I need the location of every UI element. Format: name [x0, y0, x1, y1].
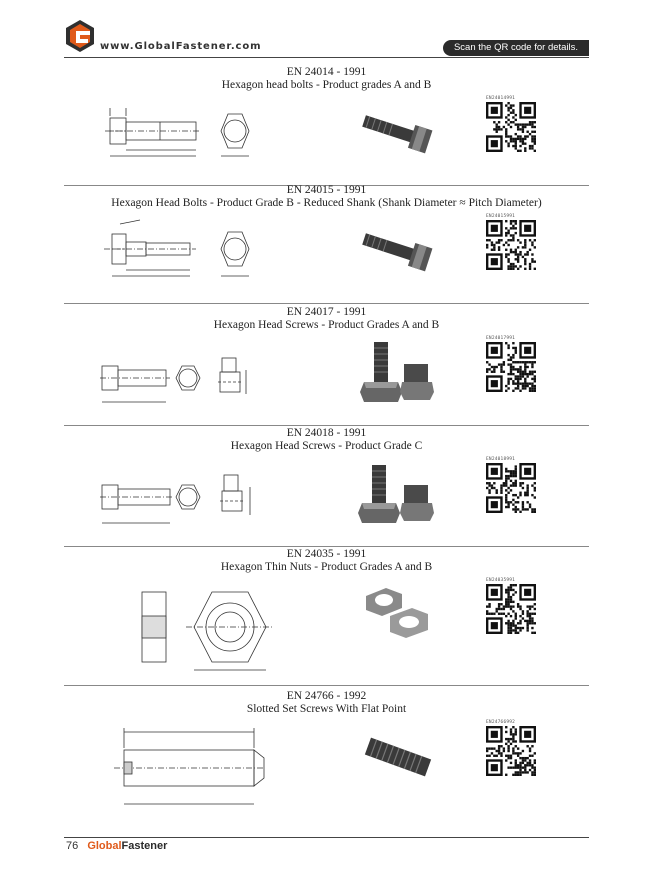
hex-head-screw-photo: [356, 338, 440, 408]
header-rule: [64, 57, 589, 58]
qr-code-icon[interactable]: [486, 342, 536, 392]
technical-drawing: [100, 100, 300, 172]
section-divider: [64, 303, 589, 304]
standard-code: EN 24018 - 1991: [286, 427, 367, 439]
qr-code-label: EN24018991: [486, 457, 516, 462]
qr-code-label: EN24017991: [486, 336, 516, 341]
qr-code-label: EN24014991: [486, 96, 516, 101]
qr-code-icon[interactable]: [486, 726, 536, 776]
qr-code-icon[interactable]: [486, 102, 536, 152]
qr-code-label: EN24035991: [486, 578, 516, 583]
standard-title: Hexagon Head Screws - Product Grade C: [230, 440, 423, 452]
standard-title: Slotted Set Screws With Flat Point: [246, 703, 407, 715]
footer-brand-global: Global: [87, 840, 122, 852]
standard-section: [64, 548, 589, 668]
qr-code-label: EN24015991: [486, 214, 516, 219]
standard-code: EN 24766 - 1992: [286, 690, 367, 702]
section-divider: [64, 425, 589, 426]
standard-section: [64, 306, 589, 426]
standard-section: [64, 690, 589, 820]
standard-code: EN 24017 - 1991: [286, 306, 367, 318]
standard-title: Hexagon Thin Nuts - Product Grades A and B: [220, 561, 433, 573]
standard-title: Hexagon Head Screws - Product Grades A and B: [213, 319, 440, 331]
hex-head-bolt-photo: [356, 98, 440, 168]
hex-thin-nut-photo: [356, 580, 440, 650]
hex-head-bolt-photo: [356, 216, 440, 286]
hex-head-screw-photo: [356, 459, 440, 529]
qr-code-icon[interactable]: [486, 584, 536, 634]
standard-title: Hexagon head bolts - Product grades A and B: [221, 79, 432, 91]
site-url[interactable]: www.GlobalFastener.com: [100, 41, 262, 52]
standard-code: EN 24035 - 1991: [286, 548, 367, 560]
qr-code-label: EN24766992: [486, 720, 516, 725]
slotted-set-screw-photo: [356, 722, 440, 792]
standard-section: [64, 66, 589, 186]
globalfastener-logo-icon: [66, 20, 94, 52]
footer-brand-fastener: Fastener: [121, 840, 168, 852]
technical-drawing: [100, 461, 300, 533]
standard-section: [64, 184, 589, 304]
standard-code: EN 24014 - 1991: [286, 66, 367, 78]
qr-banner: Scan the QR code for details.: [443, 40, 589, 56]
technical-drawing: [100, 722, 300, 822]
page-footer: [66, 840, 167, 852]
technical-drawing: [100, 576, 300, 676]
page-number: 76: [66, 840, 79, 852]
standard-section: [64, 427, 589, 547]
qr-code-icon[interactable]: [486, 220, 536, 270]
section-divider: [64, 685, 589, 686]
qr-code-icon[interactable]: [486, 463, 536, 513]
technical-drawing: [100, 218, 300, 290]
technical-drawing: [100, 340, 300, 412]
standard-code: EN 24015 - 1991: [286, 184, 367, 196]
section-divider: [64, 546, 589, 547]
footer-rule: [64, 837, 589, 838]
standard-title: Hexagon Head Bolts - Product Grade B - Reduced Shank (Shank Diameter ≈ Pitch Diameter): [111, 197, 542, 209]
